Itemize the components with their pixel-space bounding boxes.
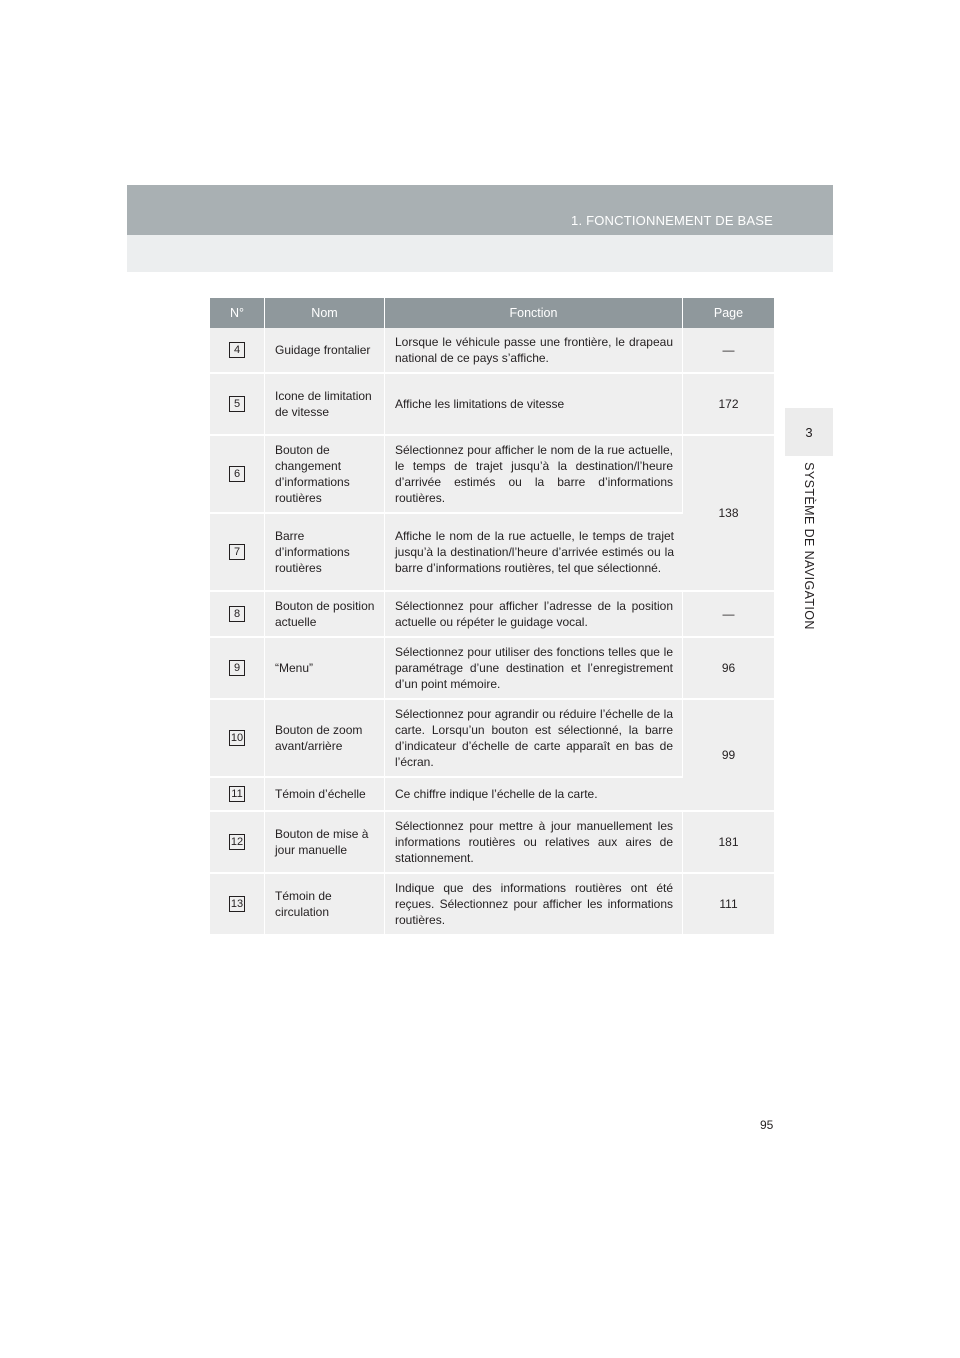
table-row [210, 592, 774, 638]
row-number-box: 6 [229, 466, 245, 482]
page-cell: 172 [683, 374, 774, 436]
name-cell: “Menu” [265, 638, 385, 700]
table-row [210, 638, 774, 700]
page-cell: — [683, 328, 774, 374]
header-bar [127, 185, 833, 235]
row-number-box: 5 [229, 396, 245, 412]
name-cell: Bouton de mise à jour manuelle [265, 812, 385, 874]
row-number-cell [210, 874, 265, 936]
row-number-cell [210, 436, 265, 514]
column-header-nom: Nom [265, 298, 385, 328]
table-row [210, 874, 774, 936]
function-table [210, 298, 774, 936]
table-row [210, 374, 774, 436]
name-cell: Bouton de changement d’informations routières [265, 436, 385, 514]
page-cell: 111 [683, 874, 774, 936]
function-cell: Sélectionnez pour afficher l’adresse de la position actuelle ou répéter le guidage vocal. [385, 592, 683, 638]
row-number-cell [210, 328, 265, 374]
page-cell: 181 [683, 812, 774, 874]
name-cell: Icone de limitation de vitesse [265, 374, 385, 436]
page-cell: — [683, 592, 774, 638]
row-number-box: 9 [229, 660, 245, 676]
function-cell: Affiche les limitations de vitesse [385, 374, 683, 436]
name-cell: Guidage frontalier [265, 328, 385, 374]
row-number-box: 8 [229, 606, 245, 622]
row-number-cell [210, 514, 265, 592]
name-cell: Barre d’informations routières [265, 514, 385, 592]
function-cell: Sélectionnez pour utiliser des fonctions telles que le paramétrage d’une destination et l’enregistrement d’un point mémoire. [385, 638, 683, 700]
row-number-cell [210, 778, 265, 812]
function-cell: Sélectionnez pour mettre à jour manuellement les informations routières ou relatives aux aires de stationnement. [385, 812, 683, 874]
name-cell: Bouton de zoom avant/arrière [265, 700, 385, 778]
row-number-box: 4 [229, 342, 245, 358]
name-cell: Témoin d’échelle [265, 778, 385, 812]
row-number-box: 13 [230, 898, 244, 911]
chapter-tab [785, 408, 833, 456]
page-cell: 96 [683, 638, 774, 700]
table-row [210, 812, 774, 874]
page-cell: 99 [683, 700, 774, 812]
column-header-fonction: Fonction [385, 298, 683, 328]
function-cell: Lorsque le véhicule passe une frontière, le drapeau national de ce pays s’affiche. [385, 328, 683, 374]
column-header-no: N° [210, 298, 265, 328]
section-title: 1. FONCTIONNEMENT DE BASE [571, 213, 773, 228]
function-cell: Indique que des informations routières ont été reçues. Sélectionnez pour afficher les informations routières. [385, 874, 683, 936]
table-header-row [210, 298, 774, 328]
function-cell: Sélectionnez pour agrandir ou réduire l’échelle de la carte. Lorsqu’un bouton est sélectionné, la barre d’indicateur d’échelle de carte apparaît en bas de l’écran. [385, 700, 683, 778]
function-cell: Affiche le nom de la rue actuelle, le temps de trajet jusqu’à la destination/l’heure d’arrivée estimés ou la barre d’informations routières, tel que sélectionné. [385, 514, 683, 592]
function-cell: Sélectionnez pour afficher le nom de la rue actuelle, le temps de trajet jusqu’à la destination/l’heure d’arrivée estimés ou la barre d’informations routières. [385, 436, 683, 514]
chapter-number: 3 [805, 424, 813, 440]
table-row [210, 700, 774, 778]
page-cell: 138 [683, 436, 774, 592]
row-number-cell [210, 374, 265, 436]
column-header-page: Page [683, 298, 774, 328]
row-number-box: 7 [229, 544, 245, 560]
name-cell: Témoin de circulation [265, 874, 385, 936]
page-number: 95 [760, 1118, 774, 1132]
row-number-cell [210, 812, 265, 874]
row-number-cell [210, 592, 265, 638]
row-number-box: 11 [229, 786, 245, 802]
function-cell: Ce chiffre indique l’échelle de la carte. [385, 778, 683, 812]
row-number-cell [210, 638, 265, 700]
header-band [127, 235, 833, 272]
name-cell: Bouton de position actuelle [265, 592, 385, 638]
table-row [210, 436, 774, 514]
row-number-cell [210, 700, 265, 778]
chapter-title: SYSTÈME DE NAVIGATION [802, 462, 816, 630]
row-number-box: 12 [230, 836, 244, 849]
table-row [210, 328, 774, 374]
row-number-box: 10 [230, 732, 244, 745]
